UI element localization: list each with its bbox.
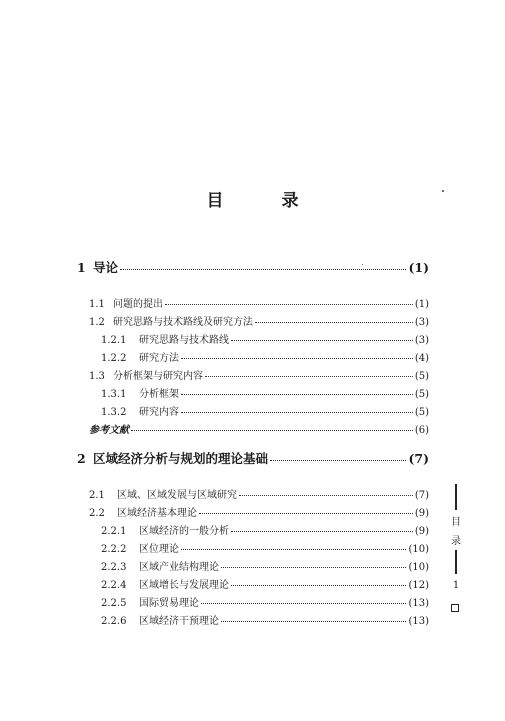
toc-label: 区域经济基本理论 — [117, 508, 197, 519]
toc-label: 区域增长与发展理论 — [139, 580, 229, 591]
toc-number: 2 — [77, 451, 86, 466]
toc-leader — [131, 430, 413, 431]
toc-number: 1.3 — [89, 371, 105, 382]
toc-entry-2-1[interactable] — [89, 486, 429, 501]
toc-leader — [181, 412, 413, 413]
toc-entry-1-3-1[interactable] — [101, 385, 429, 400]
toc-number: 1.2 — [89, 317, 105, 328]
side-tab — [448, 484, 464, 620]
toc-label: 区域经济干预理论 — [139, 616, 219, 627]
toc-leader — [201, 603, 406, 604]
toc-leader — [255, 322, 413, 323]
toc-label: 分析框架与研究内容 — [113, 371, 203, 382]
toc-label: 区域产业结构理论 — [139, 562, 219, 573]
toc-entry-2-2-6[interactable] — [101, 612, 429, 627]
toc-number: 1.2.1 — [101, 335, 127, 346]
side-tab-line-mid — [455, 550, 457, 574]
toc-label: 问题的提出 — [113, 299, 163, 310]
toc-label: 参考文献 — [89, 425, 129, 436]
toc-chapter-2[interactable] — [77, 449, 429, 467]
toc-entry-1-2-1[interactable] — [101, 331, 429, 346]
toc-page: (6) — [414, 425, 429, 436]
toc-label: 研究思路与技术路线及研究方法 — [113, 317, 253, 328]
toc-page: (9) — [414, 526, 429, 537]
toc-leader — [221, 621, 406, 622]
side-tab-char: 录 — [451, 536, 461, 547]
toc-leader — [231, 531, 413, 532]
toc-leader — [181, 358, 413, 359]
toc-leader — [120, 269, 406, 270]
toc-number: 2.2.4 — [101, 580, 127, 591]
toc-entry-1-3[interactable] — [89, 367, 429, 382]
toc-label: 区域、区域发展与区域研究 — [117, 490, 237, 501]
toc-page: (10) — [408, 544, 429, 555]
toc-page: (13) — [408, 616, 429, 627]
side-tab-char: 目 — [451, 517, 461, 528]
toc-label: 国际贸易理论 — [139, 598, 199, 609]
toc-leader — [231, 340, 413, 341]
toc-entry-1-2-2[interactable] — [101, 349, 429, 364]
toc-page: (1) — [414, 299, 429, 310]
toc-number: 1 — [77, 260, 86, 275]
toc-number: 2.2.6 — [101, 616, 127, 627]
toc-number: 2.2.3 — [101, 562, 127, 573]
toc-number: 2.2 — [89, 508, 105, 519]
toc-entry-1-2[interactable] — [89, 313, 429, 328]
toc-label: 研究方法 — [139, 353, 179, 364]
toc-entry-2-2-2[interactable] — [101, 540, 429, 555]
toc-leader — [205, 376, 413, 377]
toc-label: 导论 — [93, 260, 119, 275]
toc-number: 1.3.2 — [101, 407, 127, 418]
toc-label: 区域经济分析与规划的理论基础 — [93, 451, 269, 466]
toc-page: (10) — [408, 562, 429, 573]
toc-leader — [165, 304, 413, 305]
toc-entry-1-1[interactable] — [89, 295, 429, 310]
toc-number: 1.1 — [89, 299, 105, 310]
toc-leader — [221, 567, 406, 568]
toc-leader — [239, 495, 413, 496]
toc-number: 1.2.2 — [101, 353, 127, 364]
toc-leader — [231, 585, 406, 586]
toc-entry-1-3-2[interactable] — [101, 403, 429, 418]
scan-speck — [442, 190, 444, 192]
toc-entry-2-2-5[interactable] — [101, 594, 429, 609]
page-title: 目 录 — [206, 191, 325, 211]
toc-page: (4) — [414, 353, 429, 364]
toc-leader — [199, 513, 413, 514]
toc-page: (1) — [408, 260, 429, 275]
toc-page: (12) — [408, 580, 429, 591]
toc-leader — [181, 394, 413, 395]
toc-label: 区域经济的一般分析 — [139, 526, 229, 537]
toc-leader — [270, 460, 406, 461]
toc-entry-2-2[interactable] — [89, 504, 429, 519]
toc-page: (7) — [408, 451, 429, 466]
toc-entry-references[interactable] — [89, 421, 429, 436]
toc-page: (5) — [414, 407, 429, 418]
toc-label: 研究思路与技术路线 — [139, 335, 229, 346]
side-tab-page-number: 1 — [452, 580, 460, 591]
toc-number: 2.2.1 — [101, 526, 127, 537]
toc-page: (5) — [414, 389, 429, 400]
toc-number: 1.3.1 — [101, 389, 127, 400]
toc-page: (13) — [408, 598, 429, 609]
toc-entry-2-2-1[interactable] — [101, 522, 429, 537]
toc-chapter-1[interactable] — [77, 258, 429, 276]
toc-label: 研究内容 — [139, 407, 179, 418]
toc-number: 2.2.5 — [101, 598, 127, 609]
toc-label: 分析框架 — [139, 389, 179, 400]
side-tab-line-top — [455, 484, 457, 510]
toc-entry-2-2-3[interactable] — [101, 558, 429, 573]
toc-page: (3) — [414, 335, 429, 346]
toc-label: 区位理论 — [139, 544, 179, 555]
toc-number: 2.1 — [89, 490, 105, 501]
toc-page: (7) — [414, 490, 429, 501]
toc-number: 2.2.2 — [101, 544, 127, 555]
toc-entry-2-2-4[interactable] — [101, 576, 429, 591]
toc-page: (3) — [414, 317, 429, 328]
side-tab-box-icon — [451, 604, 459, 612]
toc-page: (9) — [414, 508, 429, 519]
scan-speck — [362, 264, 363, 265]
toc-page: (5) — [414, 371, 429, 382]
toc-leader — [181, 549, 406, 550]
